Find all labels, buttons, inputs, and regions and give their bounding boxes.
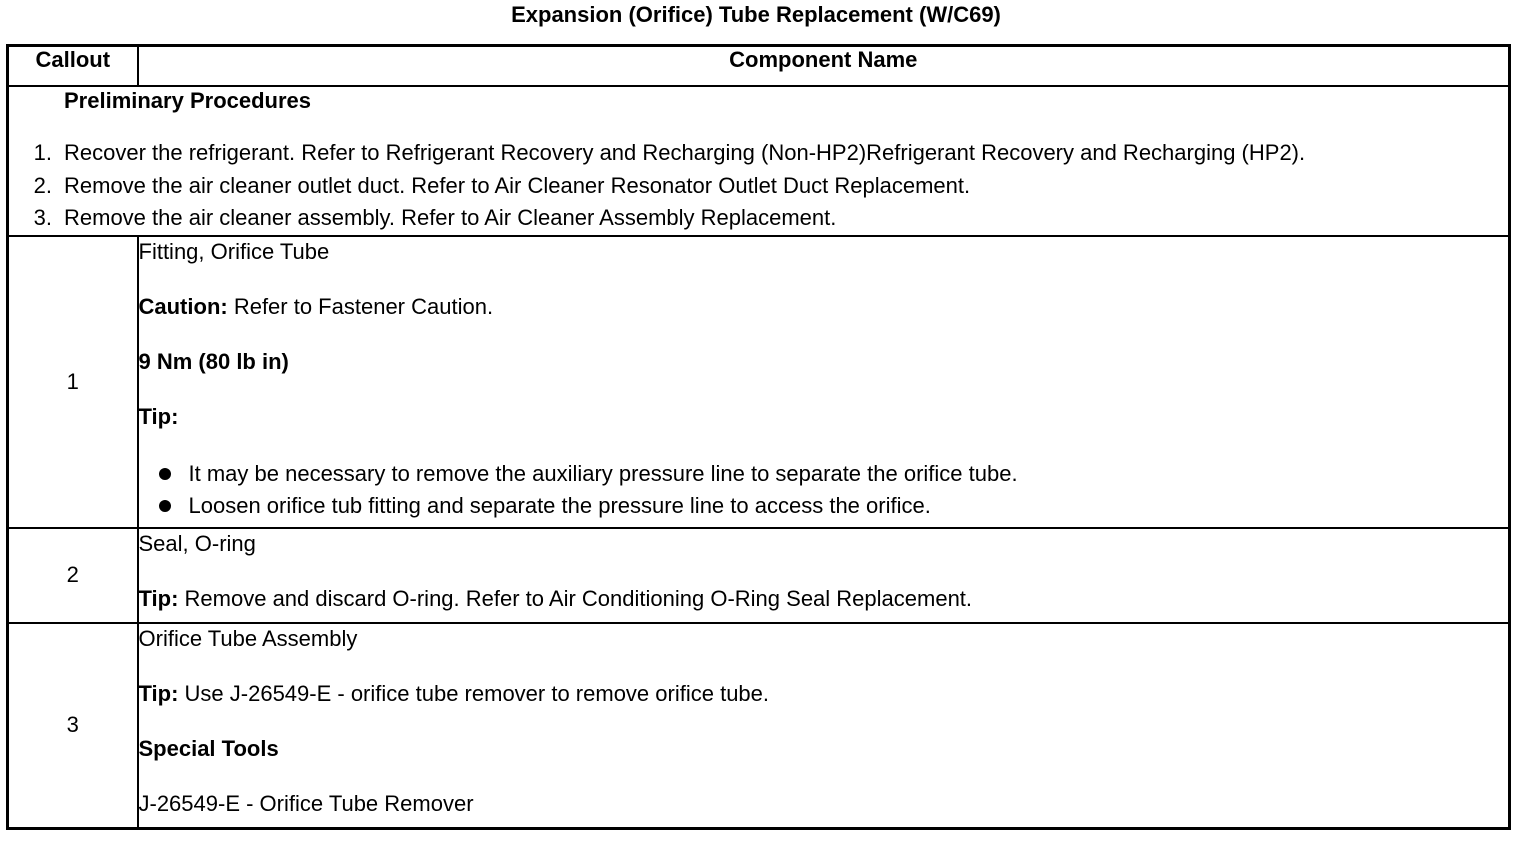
tip-text: Use J-26549-E - orifice tube remover to remove orifice tube. [178,680,770,706]
page-title: Expansion (Orifice) Tube Replacement (W/C69) [511,2,1001,27]
callout-cell: 3 [8,623,138,829]
special-tools-heading: Special Tools [138,735,279,761]
table-row [8,236,1510,528]
caution-text: Refer to Fastener Caution. [227,293,494,319]
callout-header: Callout [8,46,138,87]
tip-label: Tip: [138,680,179,706]
special-tools-text: J-26549-E - Orifice Tube Remover [138,790,474,816]
preliminary-procedures [8,86,1510,236]
component-cell [138,236,1510,528]
preliminary-steps-list [9,137,1508,235]
table-row [8,528,1510,623]
callout-cell: 1 [8,236,138,528]
table-header-row [8,46,1510,87]
component-name: Seal, O-ring [138,530,256,556]
list-item [159,490,1509,522]
callout-cell: 2 [8,528,138,623]
component-table [6,44,1511,830]
tip-line [139,584,1509,614]
table-row [8,623,1510,829]
component-cell [138,528,1510,623]
component-cell [138,623,1510,829]
step-text: Remove the air cleaner outlet duct. Refer to Air Cleaner Resonator Outlet Duct Replacement. [64,172,971,198]
list-item [9,202,1508,235]
step-number: 2. [33,172,52,198]
step-number: 3. [33,205,52,230]
tip-text: Remove and discard O-ring. Refer to Air Conditioning O-Ring Seal Replacement. [178,585,973,611]
bullet-icon [159,468,171,480]
caution-line [139,292,1509,322]
step-text: Remove the air cleaner assembly. Refer to Air Cleaner Assembly Replacement. [64,205,837,230]
component-name: Orifice Tube Assembly [138,625,358,651]
bullet-icon [159,500,171,512]
component-name: Fitting, Orifice Tube [138,238,330,264]
step-text: Recover the refrigerant. Refer to Refrigerant Recovery and Recharging (Non-HP2)Refrigerant Recovery and Recharging (HP2). [64,140,1306,165]
list-item [9,137,1508,170]
tip-text: It may be necessary to remove the auxiliary pressure line to separate the orifice tube. [188,460,1018,486]
tip-line [139,679,1509,709]
step-number: 1. [33,140,52,165]
component-name-header: Component Name [138,46,1510,87]
preliminary-heading: Preliminary Procedures [64,88,312,113]
torque-spec: 9 Nm (80 lb in) [138,348,289,374]
list-item [9,170,1508,203]
tip-label: Tip: [138,585,179,611]
caution-label: Caution: [138,293,228,319]
tip-text: Loosen orifice tub fitting and separate the pressure line to access the orifice. [188,492,931,518]
tip-label: Tip: [138,403,179,429]
preliminary-row [8,86,1510,236]
list-item [159,458,1509,490]
